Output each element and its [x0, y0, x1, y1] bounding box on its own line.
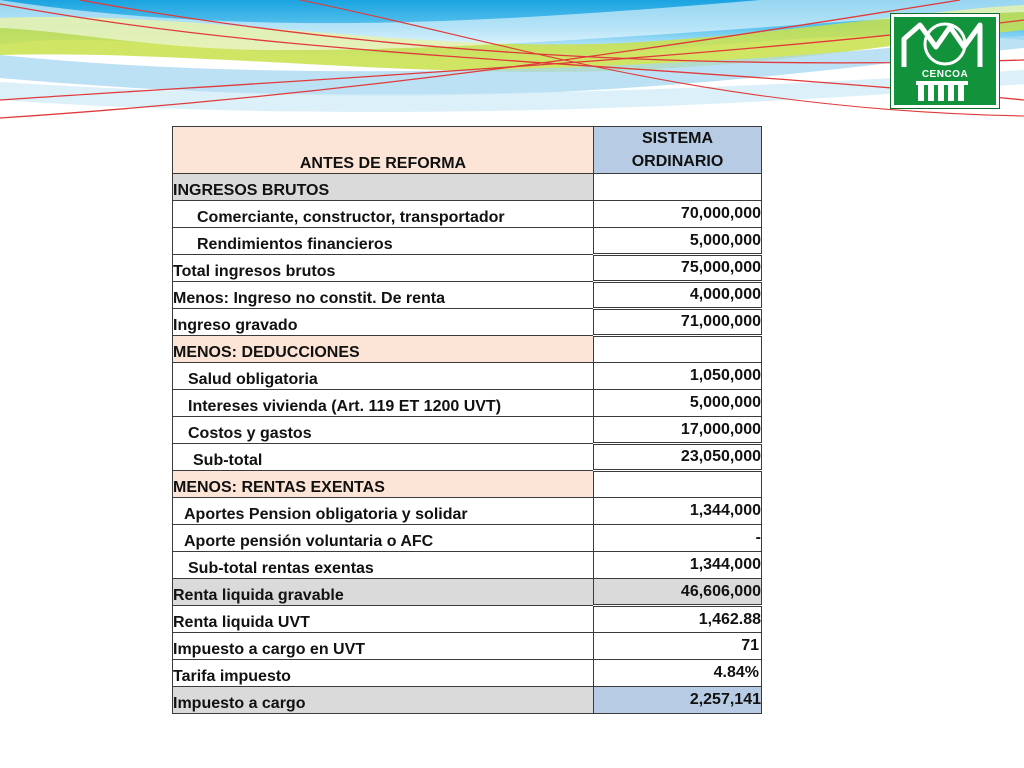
row-value: 46,606,000: [594, 579, 762, 606]
row-label: Tarifa impuesto: [173, 660, 594, 687]
table-row: [173, 579, 762, 606]
row-label: MENOS: DEDUCCIONES: [173, 336, 594, 363]
table-row: [173, 282, 762, 309]
row-value: 5,000,000: [594, 390, 762, 417]
row-value: 1,344,000: [594, 498, 762, 525]
row-value: [594, 336, 762, 363]
row-label: Impuesto a cargo: [173, 687, 594, 714]
logo-mark-icon: [894, 17, 996, 105]
header-antes-de-reforma: ANTES DE REFORMA: [173, 127, 594, 174]
row-label: Costos y gastos: [173, 417, 594, 444]
row-label: Salud obligatoria: [173, 363, 594, 390]
table-row: [173, 552, 762, 579]
row-label: Sub-total: [173, 444, 594, 471]
table-row: [173, 228, 762, 255]
row-value: 71: [594, 633, 762, 660]
table-row: [173, 417, 762, 444]
tax-table: [172, 126, 762, 714]
table-row: [173, 444, 762, 471]
row-value: 5,000,000: [594, 228, 762, 255]
row-value: [594, 174, 762, 201]
row-label: Menos: Ingreso no constit. De renta: [173, 282, 594, 309]
row-value: [594, 471, 762, 498]
logo-text: CENCOA: [921, 69, 969, 80]
row-value: 1,462.88: [594, 606, 762, 633]
row-label: Aportes Pension obligatoria y solidar: [173, 498, 594, 525]
row-value: 1,344,000: [594, 552, 762, 579]
row-value: 71,000,000: [594, 309, 762, 336]
table-row: [173, 525, 762, 552]
row-label: Intereses vivienda (Art. 119 ET 1200 UVT): [173, 390, 594, 417]
cencoa-logo: [891, 14, 999, 108]
row-label: Aporte pensión voluntaria o AFC: [173, 525, 594, 552]
table-row: [173, 390, 762, 417]
row-label: Comerciante, constructor, transportador: [173, 201, 594, 228]
row-value: 4,000,000: [594, 282, 762, 309]
row-value: 75,000,000: [594, 255, 762, 282]
row-label: Impuesto a cargo en UVT: [173, 633, 594, 660]
table-row: [173, 309, 762, 336]
table-row: [173, 363, 762, 390]
table-row: [173, 174, 762, 201]
header-banner: [0, 0, 1024, 125]
header-sistema-ordinario: [594, 127, 762, 174]
table-row: [173, 336, 762, 363]
row-label: Ingreso gravado: [173, 309, 594, 336]
row-value: 23,050,000: [594, 444, 762, 471]
row-label: Rendimientos financieros: [173, 228, 594, 255]
table-row: [173, 255, 762, 282]
table-row: [173, 660, 762, 687]
header-right-line1: SISTEMA: [641, 130, 714, 147]
row-value: 1,050,000: [594, 363, 762, 390]
row-label: Renta liquida UVT: [173, 606, 594, 633]
header-right-line2: ORDINARIO: [631, 153, 724, 170]
row-label: Sub-total rentas exentas: [173, 552, 594, 579]
table-row: [173, 471, 762, 498]
table-header-row: [173, 127, 762, 174]
row-label: Total ingresos brutos: [173, 255, 594, 282]
row-label: Renta liquida gravable: [173, 579, 594, 606]
table-row: [173, 498, 762, 525]
table-row: [173, 633, 762, 660]
row-value: 70,000,000: [594, 201, 762, 228]
row-label: INGRESOS BRUTOS: [173, 174, 594, 201]
row-value: 4.84%: [594, 660, 762, 687]
row-value: 17,000,000: [594, 417, 762, 444]
table-row: [173, 201, 762, 228]
table-row: [173, 687, 762, 714]
row-value: 2,257,141: [594, 687, 762, 714]
row-value: -: [594, 525, 762, 552]
row-label: MENOS: RENTAS EXENTAS: [173, 471, 594, 498]
table-row: [173, 606, 762, 633]
